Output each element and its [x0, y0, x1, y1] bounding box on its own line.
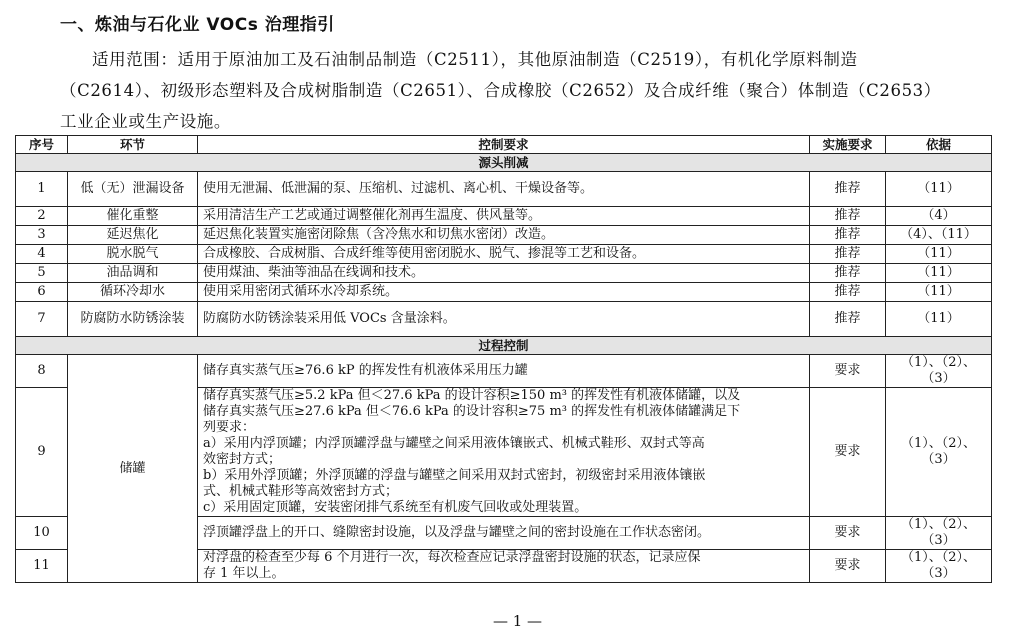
cell-requirement: 使用煤油、柴油等油品在线调和技术。 — [198, 264, 810, 283]
cell-no: 9 — [16, 388, 68, 517]
scope-line-1: 适用范围：适用于原油加工及石油制品制造（C2511），其他原油制造（C2519），有机化学原料制造 — [92, 50, 858, 69]
cell-no: 8 — [16, 355, 68, 388]
cell-requirement — [198, 388, 810, 517]
cell-implementation: 要求 — [810, 550, 886, 583]
cell-stage-storage-tank: 储罐 — [68, 355, 198, 583]
cell-no: 10 — [16, 517, 68, 550]
requirement-line: b）采用外浮顶罐；外浮顶罐的浮盘与罐壁之间采用双封式密封，初级密封采用液体镶嵌 — [203, 468, 706, 483]
cell-no: 1 — [16, 172, 68, 207]
cell-no: 3 — [16, 226, 68, 245]
header-implementation: 实施要求 — [810, 136, 886, 154]
cell-no: 2 — [16, 207, 68, 226]
cell-implementation: 推荐 — [810, 207, 886, 226]
cell-basis: （4） — [886, 207, 992, 226]
cell-stage: 循环冷却水 — [68, 283, 198, 302]
scope-line-2: （C2614）、初级形态塑料及合成树脂制造（C2651）、合成橡胶（C2652）及合成纤维（聚合）体制造（C2653） — [60, 81, 941, 100]
table-row — [16, 283, 992, 302]
cell-basis: （1）、（2）、（3） — [886, 517, 992, 550]
section-label: 源头削减 — [16, 154, 992, 172]
cell-requirement: 储存真实蒸气压≥76.6 kP 的挥发性有机液体采用压力罐 — [198, 355, 810, 388]
table-row — [16, 226, 992, 245]
cell-implementation: 要求 — [810, 388, 886, 517]
cell-requirement: 使用采用密闭式循环水冷却系统。 — [198, 283, 810, 302]
header-stage: 环节 — [68, 136, 198, 154]
cell-no: 4 — [16, 245, 68, 264]
cell-implementation: 推荐 — [810, 226, 886, 245]
cell-basis: （11） — [886, 283, 992, 302]
table-row — [16, 302, 992, 337]
cell-stage: 延迟焦化 — [68, 226, 198, 245]
section-row-process-control — [16, 337, 992, 355]
cell-stage: 油品调和 — [68, 264, 198, 283]
cell-implementation: 推荐 — [810, 245, 886, 264]
cell-no: 6 — [16, 283, 68, 302]
table-row — [16, 207, 992, 226]
requirement-line: 式、机械式鞋形等高效密封方式； — [203, 484, 399, 499]
cell-requirement: 合成橡胶、合成树脂、合成纤维等使用密闭脱水、脱气、掺混等工艺和设备。 — [198, 245, 810, 264]
requirement-line: a）采用内浮顶罐；内浮顶罐浮盘与罐壁之间采用液体镶嵌式、机械式鞋形、双封式等高 — [203, 436, 705, 451]
cell-implementation: 要求 — [810, 355, 886, 388]
scope-paragraph — [60, 44, 1000, 137]
cell-no: 7 — [16, 302, 68, 337]
cell-requirement: 延迟焦化装置实施密闭除焦（含冷焦水和切焦水密闭）改造。 — [198, 226, 810, 245]
header-requirement: 控制要求 — [198, 136, 810, 154]
page-number: — 1 — — [492, 612, 543, 630]
scope-line-3: 工业企业或生产设施。 — [60, 112, 231, 131]
requirement-line: 列要求： — [203, 420, 256, 435]
requirement-line: c）采用固定顶罐，安装密闭排气系统至有机废气回收或处理装置。 — [203, 500, 588, 515]
requirement-line: 效密封方式； — [203, 452, 282, 467]
cell-stage: 脱水脱气 — [68, 245, 198, 264]
cell-basis: （1）、（2）、（3） — [886, 355, 992, 388]
cell-basis: （11） — [886, 245, 992, 264]
header-no: 序号 — [16, 136, 68, 154]
section-label: 过程控制 — [16, 337, 992, 355]
control-requirements-table — [15, 135, 992, 583]
cell-implementation: 推荐 — [810, 264, 886, 283]
cell-requirement: 采用清洁生产工艺或通过调整催化剂再生温度、供风量等。 — [198, 207, 810, 226]
cell-basis: （11） — [886, 264, 992, 283]
cell-no: 11 — [16, 550, 68, 583]
requirement-line: 对浮盘的检查至少每 6 个月进行一次，每次检查应记录浮盘密封设施的状态，记录应保 — [203, 550, 701, 565]
cell-basis: （1）、（2）、（3） — [886, 550, 992, 583]
section-row-source-reduction — [16, 154, 992, 172]
header-basis: 依据 — [886, 136, 992, 154]
cell-requirement: 防腐防水防锈涂装采用低 VOCs 含量涂料。 — [198, 302, 810, 337]
requirement-line: 存 1 年以上。 — [203, 566, 285, 581]
cell-basis: （4）、（11） — [886, 226, 992, 245]
table-row — [16, 245, 992, 264]
cell-stage: 防腐防水防锈涂装 — [68, 302, 198, 337]
cell-basis: （1）、（2）、（3） — [886, 388, 992, 517]
cell-basis: （11） — [886, 172, 992, 207]
cell-basis: （11） — [886, 302, 992, 337]
table-row — [16, 172, 992, 207]
table-row — [16, 264, 992, 283]
cell-implementation: 要求 — [810, 517, 886, 550]
section-heading: 一、炼油与石化业 VOCs 治理指引 — [60, 15, 335, 35]
table-header-row — [16, 136, 992, 154]
cell-implementation: 推荐 — [810, 283, 886, 302]
cell-stage: 低（无）泄漏设备 — [68, 172, 198, 207]
cell-requirement — [198, 550, 810, 583]
cell-implementation: 推荐 — [810, 302, 886, 337]
requirement-line: 储存真实蒸气压≥5.2 kPa 但＜27.6 kPa 的设计容积≥150 m³ 的挥发性有机液体储罐，以及 — [203, 388, 741, 403]
cell-stage: 催化重整 — [68, 207, 198, 226]
cell-requirement: 浮顶罐浮盘上的开口、缝隙密封设施，以及浮盘与罐壁之间的密封设施在工作状态密闭。 — [198, 517, 810, 550]
cell-no: 5 — [16, 264, 68, 283]
cell-implementation: 推荐 — [810, 172, 886, 207]
table-row — [16, 355, 992, 388]
requirement-line: 储存真实蒸气压≥27.6 kPa 但＜76.6 kPa 的设计容积≥75 m³ 的挥发性有机液体储罐满足下 — [203, 404, 741, 419]
cell-requirement: 使用无泄漏、低泄漏的泵、压缩机、过滤机、离心机、干燥设备等。 — [198, 172, 810, 207]
